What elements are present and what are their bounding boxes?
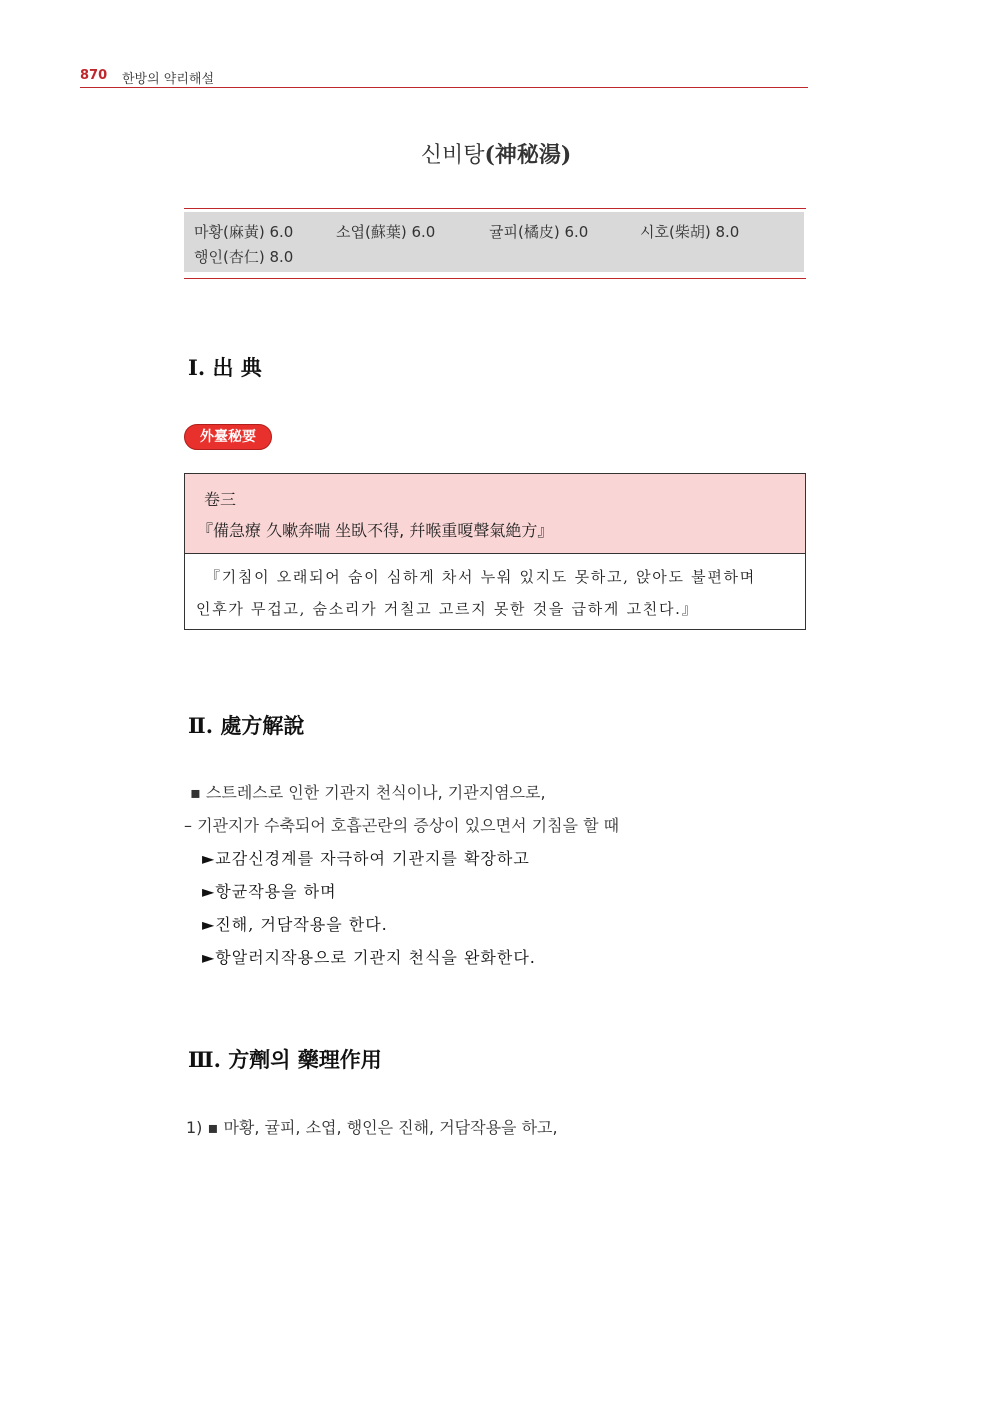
action-bullet: ►교감신경계를 자극하여 기관지를 확장하고 (202, 849, 530, 868)
section-heading-pharmacology: Ⅲ. 方劑의 藥理作用 (188, 1047, 382, 1072)
pharmacology-line: 1) ▪ 마황, 귤피, 소엽, 행인은 진해, 거담작용을 하고, (186, 1118, 558, 1137)
quote-volume: 卷三 (204, 490, 237, 509)
action-bullet: ►진해, 거담작용을 한다. (202, 915, 388, 934)
herb-item: 마황(麻黃) 6.0 (194, 223, 294, 241)
header-rule (80, 87, 808, 88)
page-number: 870 (80, 68, 108, 83)
book-title: 한방의 약리해설 (122, 72, 215, 87)
explanation-line: – 기관지가 수축되어 호흡곤란의 증상이 있으면서 기침을 할 때 (184, 816, 620, 835)
herb-item: 귤피(橘皮) 6.0 (489, 223, 589, 241)
section-heading-explanation: Ⅱ. 處方解說 (188, 713, 305, 738)
title-hanja: (神秘湯) (484, 142, 572, 168)
page-title (0, 138, 992, 169)
herb-box-bottom-rule (184, 278, 806, 279)
title-korean: 신비탕 (420, 143, 485, 168)
herb-composition-box (184, 212, 804, 272)
quote-translation-line: 『기침이 오래되어 숨이 심하게 차서 누워 있지도 못하고, 앉아도 불편하며 (205, 568, 756, 586)
herb-item: 행인(杏仁) 8.0 (194, 248, 294, 266)
action-bullet: ►항균작용을 하며 (202, 882, 337, 901)
quote-translation-line: 인후가 무겁고, 숨소리가 거칠고 고르지 못한 것을 급하게 고친다.』 (196, 600, 699, 618)
explanation-line: ▪ 스트레스로 인한 기관지 천식이나, 기관지염으로, (190, 783, 546, 802)
herb-item: 시호(柴胡) 8.0 (640, 223, 740, 241)
section-heading-source: Ⅰ. 出 典 (188, 355, 262, 380)
herb-box-top-rule (184, 208, 806, 209)
quote-original-panel (185, 474, 805, 554)
source-badge: 外臺秘要 (184, 424, 272, 450)
herb-item: 소엽(蘇葉) 6.0 (336, 223, 436, 241)
quote-original: 『備急療 久嗽奔喘 坐臥不得, 幷喉重嗄聲氣絶方』 (197, 521, 554, 540)
action-bullet: ►항알러지작용으로 기관지 천식을 완화한다. (202, 948, 536, 967)
